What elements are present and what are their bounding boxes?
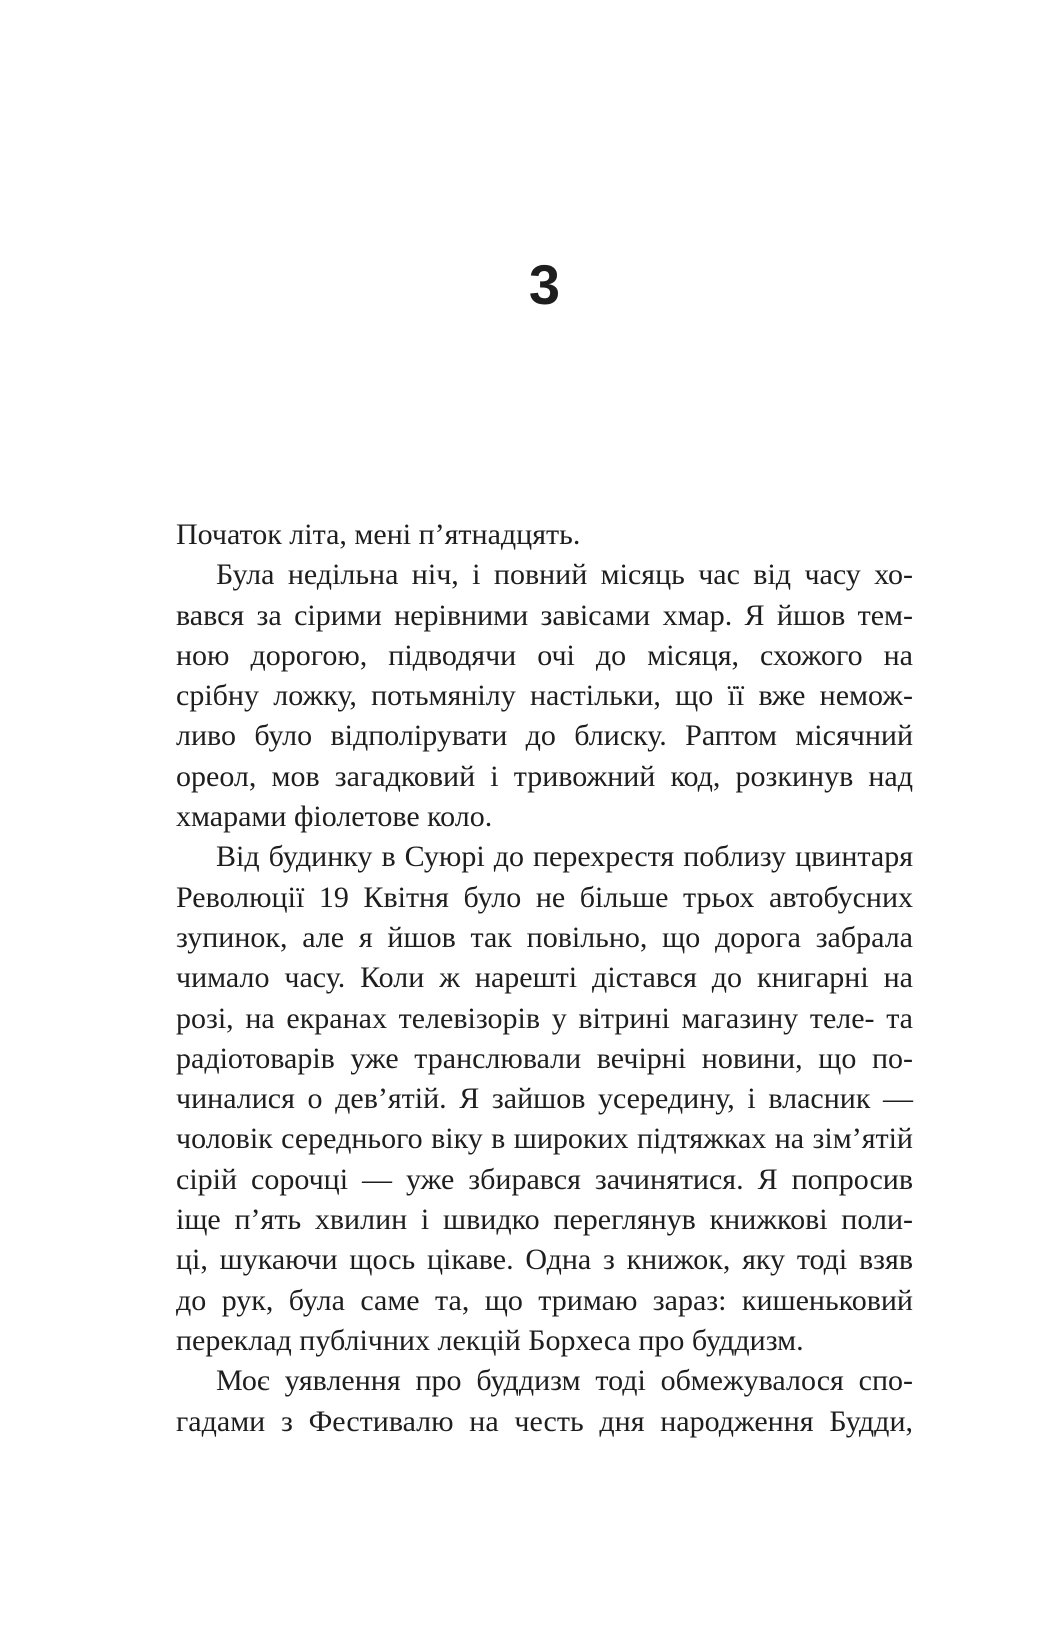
text-line: Від будинку в Суюрі до перехрестя поблизу цвинтаря [216, 840, 913, 874]
text-line: чиналися о дев’ятій. Я зайшов усередину, і власник — [176, 1082, 913, 1116]
text-line: розі, на екранах телевізорів у вітрині магазину теле- та [176, 1001, 913, 1035]
text-line: переклад публічних лекцій Борхеса про буддизм. [176, 1323, 804, 1357]
text-line: зупинок, але я йшов так повільно, що дорога забрала [176, 920, 913, 954]
text-line: до рук, була саме та, що тримаю зараз: кишеньковий [176, 1283, 913, 1317]
text-line: чоловік середнього віку в широких підтяжках на зім’ятій [176, 1122, 913, 1156]
text-line: іще п’ять хвилин і швидко переглянув книжкові поли- [176, 1203, 913, 1237]
text-line: ною дорогою, підводячи очі до місяця, схожого на [176, 638, 913, 672]
chapter-number: 3 [528, 253, 561, 316]
text-line: Моє уявлення про буддизм тоді обмежувалося спо- [216, 1364, 913, 1398]
text-line: срібну ложку, потьмянілу настільки, що її вже немож- [176, 679, 913, 713]
text-line: хмарами фіолетове коло. [176, 800, 493, 834]
text-line: ореол, мов загадковий і тривожний код, розкинув над [176, 759, 913, 793]
text-line: Була недільна ніч, і повний місяць час від часу хо- [216, 558, 913, 592]
page-text [176, 515, 913, 1442]
text-line: радіотоварів уже транслювали вечірні новини, що по- [176, 1041, 913, 1075]
text-line: ці, шукаючи щось цікаве. Одна з книжок, яку тоді взяв [176, 1243, 913, 1277]
text-line: вався за сірими нерівними завісами хмар. Я йшов тем- [176, 598, 913, 632]
text-line: ливо було відполірувати до блиску. Раптом місячний [176, 719, 913, 753]
text-line: Початок літа, мені п’ятнадцять. [176, 518, 581, 551]
text-line: чимало часу. Коли ж нарешті дістався до книгарні на [176, 961, 913, 995]
text-line: Революції 19 Квітня було не більше трьох автобусних [176, 880, 913, 914]
text-line: гадами з Фестивалю на честь дня народження Будди, [176, 1404, 913, 1438]
text-line: сірій сорочці — уже збирався зачинятися. Я попросив [176, 1162, 913, 1196]
